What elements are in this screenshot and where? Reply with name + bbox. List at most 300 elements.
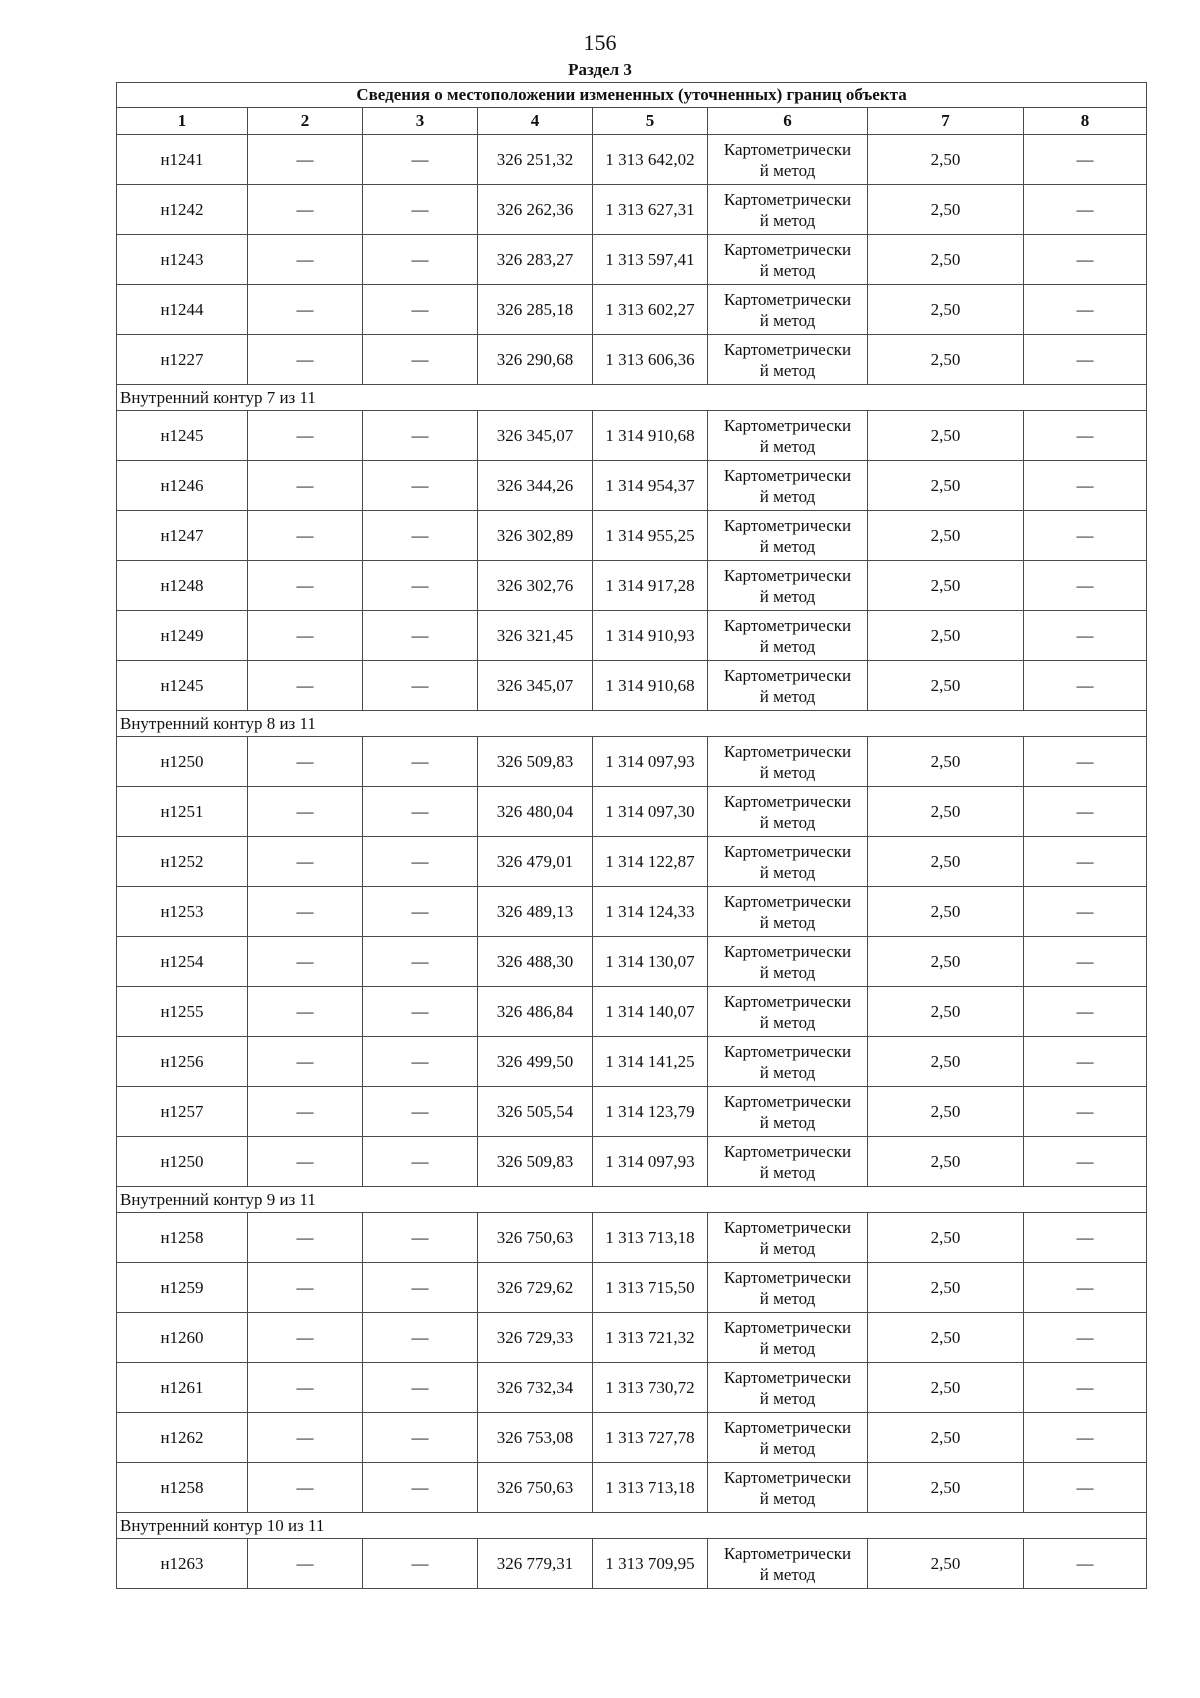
method-cell [708, 285, 868, 335]
accuracy-cell: 2,50 [868, 1313, 1024, 1363]
col8-cell: — [1024, 987, 1147, 1037]
col3-cell: — [363, 285, 478, 335]
method-line-2: й метод [759, 360, 816, 380]
col3-cell: — [363, 135, 478, 185]
accuracy-cell: 2,50 [868, 787, 1024, 837]
col2-cell: — [248, 235, 363, 285]
method-line-2: й метод [759, 862, 816, 882]
y-coordinate-cell: 1 314 124,33 [593, 887, 708, 937]
table-row [117, 1539, 1147, 1589]
y-coordinate-cell: 1 314 122,87 [593, 837, 708, 887]
col8-cell: — [1024, 661, 1147, 711]
table-row [117, 737, 1147, 787]
col8-cell: — [1024, 185, 1147, 235]
col2-cell: — [248, 987, 363, 1037]
method-cell [708, 1263, 868, 1313]
method-line-1: Картометрически [723, 1367, 852, 1387]
x-coordinate-cell: 326 285,18 [478, 285, 593, 335]
col8-cell: — [1024, 1539, 1147, 1589]
y-coordinate-cell: 1 314 140,07 [593, 987, 708, 1037]
x-coordinate-cell: 326 729,33 [478, 1313, 593, 1363]
method-line-1: Картометрически [723, 665, 852, 685]
method-cell [708, 1137, 868, 1187]
point-id-cell: н1254 [117, 937, 248, 987]
col2-cell: — [248, 511, 363, 561]
y-coordinate-cell: 1 314 917,28 [593, 561, 708, 611]
table-row [117, 285, 1147, 335]
x-coordinate-cell: 326 290,68 [478, 335, 593, 385]
col3-cell: — [363, 887, 478, 937]
method-line-1: Картометрически [723, 891, 852, 911]
col8-cell: — [1024, 1413, 1147, 1463]
accuracy-cell: 2,50 [868, 185, 1024, 235]
column-number-6: 6 [708, 108, 868, 135]
col2-cell: — [248, 411, 363, 461]
table-row [117, 235, 1147, 285]
col2-cell: — [248, 1313, 363, 1363]
col3-cell: — [363, 1137, 478, 1187]
method-cell [708, 235, 868, 285]
col2-cell: — [248, 1463, 363, 1513]
method-cell [708, 887, 868, 937]
accuracy-cell: 2,50 [868, 661, 1024, 711]
contour-header-row [117, 711, 1147, 737]
x-coordinate-cell: 326 321,45 [478, 611, 593, 661]
accuracy-cell: 2,50 [868, 561, 1024, 611]
point-id-cell: н1257 [117, 1087, 248, 1137]
page-number: 156 [583, 30, 617, 55]
col8-cell: — [1024, 461, 1147, 511]
method-line-1: Картометрически [723, 1417, 852, 1437]
contour-header-row [117, 385, 1147, 411]
method-cell [708, 411, 868, 461]
col3-cell: — [363, 1539, 478, 1589]
col8-cell: — [1024, 611, 1147, 661]
y-coordinate-cell: 1 314 097,93 [593, 737, 708, 787]
accuracy-cell: 2,50 [868, 887, 1024, 937]
column-number-4: 4 [478, 108, 593, 135]
y-coordinate-cell: 1 313 627,31 [593, 185, 708, 235]
accuracy-cell: 2,50 [868, 1213, 1024, 1263]
accuracy-cell: 2,50 [868, 285, 1024, 335]
accuracy-cell: 2,50 [868, 937, 1024, 987]
accuracy-cell: 2,50 [868, 411, 1024, 461]
col3-cell: — [363, 1037, 478, 1087]
method-line-1: Картометрически [723, 1041, 852, 1061]
method-cell [708, 1363, 868, 1413]
col3-cell: — [363, 787, 478, 837]
y-coordinate-cell: 1 313 709,95 [593, 1539, 708, 1589]
y-coordinate-cell: 1 314 130,07 [593, 937, 708, 987]
col8-cell: — [1024, 737, 1147, 787]
col8-cell: — [1024, 335, 1147, 385]
y-coordinate-cell: 1 313 713,18 [593, 1213, 708, 1263]
x-coordinate-cell: 326 344,26 [478, 461, 593, 511]
table-row [117, 1213, 1147, 1263]
accuracy-cell: 2,50 [868, 837, 1024, 887]
method-cell [708, 737, 868, 787]
col3-cell: — [363, 1463, 478, 1513]
method-cell [708, 837, 868, 887]
point-id-cell: н1244 [117, 285, 248, 335]
table-row [117, 461, 1147, 511]
table-row [117, 1263, 1147, 1313]
col3-cell: — [363, 987, 478, 1037]
method-line-1: Картометрически [723, 941, 852, 961]
method-cell [708, 1213, 868, 1263]
method-line-1: Картометрически [723, 1141, 852, 1161]
point-id-cell: н1260 [117, 1313, 248, 1363]
x-coordinate-cell: 326 480,04 [478, 787, 593, 837]
y-coordinate-cell: 1 313 597,41 [593, 235, 708, 285]
col3-cell: — [363, 661, 478, 711]
col8-cell: — [1024, 411, 1147, 461]
accuracy-cell: 2,50 [868, 1137, 1024, 1187]
method-line-2: й метод [759, 160, 816, 180]
table-row [117, 1463, 1147, 1513]
col2-cell: — [248, 1363, 363, 1413]
table-row [117, 837, 1147, 887]
col8-cell: — [1024, 787, 1147, 837]
col8-cell: — [1024, 1463, 1147, 1513]
method-cell [708, 135, 868, 185]
method-line-2: й метод [759, 260, 816, 280]
point-id-cell: н1256 [117, 1037, 248, 1087]
accuracy-cell: 2,50 [868, 135, 1024, 185]
method-line-2: й метод [759, 1488, 816, 1508]
col3-cell: — [363, 235, 478, 285]
table-row [117, 611, 1147, 661]
method-line-1: Картометрически [723, 515, 852, 535]
column-number-row [117, 108, 1147, 135]
x-coordinate-cell: 326 302,76 [478, 561, 593, 611]
method-cell [708, 1087, 868, 1137]
col2-cell: — [248, 937, 363, 987]
method-line-1: Картометрически [723, 991, 852, 1011]
method-cell [708, 335, 868, 385]
method-line-2: й метод [759, 210, 816, 230]
point-id-cell: н1246 [117, 461, 248, 511]
y-coordinate-cell: 1 314 123,79 [593, 1087, 708, 1137]
method-line-1: Картометрически [723, 339, 852, 359]
col3-cell: — [363, 937, 478, 987]
y-coordinate-cell: 1 313 602,27 [593, 285, 708, 335]
y-coordinate-cell: 1 313 730,72 [593, 1363, 708, 1413]
method-line-2: й метод [759, 1012, 816, 1032]
col8-cell: — [1024, 1137, 1147, 1187]
method-line-2: й метод [759, 1564, 816, 1584]
method-cell [708, 661, 868, 711]
method-line-2: й метод [759, 912, 816, 932]
y-coordinate-cell: 1 314 141,25 [593, 1037, 708, 1087]
method-line-2: й метод [759, 586, 816, 606]
accuracy-cell: 2,50 [868, 511, 1024, 561]
point-id-cell: н1245 [117, 661, 248, 711]
col8-cell: — [1024, 1313, 1147, 1363]
method-line-1: Картометрически [723, 239, 852, 259]
col2-cell: — [248, 887, 363, 937]
table-row [117, 1363, 1147, 1413]
method-line-1: Картометрически [723, 565, 852, 585]
col3-cell: — [363, 335, 478, 385]
method-cell [708, 1539, 868, 1589]
col2-cell: — [248, 737, 363, 787]
table-row [117, 1087, 1147, 1137]
accuracy-cell: 2,50 [868, 1363, 1024, 1413]
y-coordinate-cell: 1 313 715,50 [593, 1263, 708, 1313]
table-row [117, 135, 1147, 185]
col2-cell: — [248, 561, 363, 611]
col8-cell: — [1024, 511, 1147, 561]
y-coordinate-cell: 1 313 721,32 [593, 1313, 708, 1363]
method-cell [708, 461, 868, 511]
x-coordinate-cell: 326 345,07 [478, 411, 593, 461]
y-coordinate-cell: 1 314 955,25 [593, 511, 708, 561]
accuracy-cell: 2,50 [868, 235, 1024, 285]
point-id-cell: н1242 [117, 185, 248, 235]
table-row [117, 1313, 1147, 1363]
method-line-2: й метод [759, 1112, 816, 1132]
coordinates-table [116, 82, 1147, 1589]
point-id-cell: н1258 [117, 1463, 248, 1513]
col3-cell: — [363, 737, 478, 787]
x-coordinate-cell: 326 779,31 [478, 1539, 593, 1589]
x-coordinate-cell: 326 262,36 [478, 185, 593, 235]
table-row [117, 887, 1147, 937]
x-coordinate-cell: 326 750,63 [478, 1463, 593, 1513]
col2-cell: — [248, 1263, 363, 1313]
accuracy-cell: 2,50 [868, 1463, 1024, 1513]
contour-label: Внутренний контур 8 из 11 [117, 711, 1147, 737]
column-number-5: 5 [593, 108, 708, 135]
method-cell [708, 1313, 868, 1363]
method-line-2: й метод [759, 1438, 816, 1458]
table-body [117, 135, 1147, 1589]
y-coordinate-cell: 1 314 910,93 [593, 611, 708, 661]
column-number-7: 7 [868, 108, 1024, 135]
col8-cell: — [1024, 1037, 1147, 1087]
x-coordinate-cell: 326 488,30 [478, 937, 593, 987]
col8-cell: — [1024, 1263, 1147, 1313]
method-line-2: й метод [759, 486, 816, 506]
col3-cell: — [363, 1313, 478, 1363]
col2-cell: — [248, 787, 363, 837]
method-line-2: й метод [759, 812, 816, 832]
method-line-1: Картометрически [723, 741, 852, 761]
accuracy-cell: 2,50 [868, 987, 1024, 1037]
accuracy-cell: 2,50 [868, 611, 1024, 661]
x-coordinate-cell: 326 345,07 [478, 661, 593, 711]
method-cell [708, 1463, 868, 1513]
x-coordinate-cell: 326 486,84 [478, 987, 593, 1037]
method-cell [708, 1037, 868, 1087]
x-coordinate-cell: 326 505,54 [478, 1087, 593, 1137]
x-coordinate-cell: 326 753,08 [478, 1413, 593, 1463]
col2-cell: — [248, 837, 363, 887]
x-coordinate-cell: 326 302,89 [478, 511, 593, 561]
col2-cell: — [248, 1037, 363, 1087]
contour-label: Внутренний контур 9 из 11 [117, 1187, 1147, 1213]
x-coordinate-cell: 326 479,01 [478, 837, 593, 887]
method-cell [708, 185, 868, 235]
method-cell [708, 937, 868, 987]
table-row [117, 987, 1147, 1037]
accuracy-cell: 2,50 [868, 737, 1024, 787]
method-cell [708, 1413, 868, 1463]
method-line-1: Картометрически [723, 289, 852, 309]
column-number-3: 3 [363, 108, 478, 135]
col3-cell: — [363, 611, 478, 661]
method-line-2: й метод [759, 1238, 816, 1258]
method-line-1: Картометрически [723, 1317, 852, 1337]
col2-cell: — [248, 135, 363, 185]
col3-cell: — [363, 1087, 478, 1137]
method-line-1: Картометрически [723, 1467, 852, 1487]
column-number-8: 8 [1024, 108, 1147, 135]
method-line-1: Картометрически [723, 1543, 852, 1563]
point-id-cell: н1258 [117, 1213, 248, 1263]
method-line-2: й метод [759, 1288, 816, 1308]
table-caption: Сведения о местоположении измененных (уточненных) границ объекта [117, 83, 1147, 108]
method-line-2: й метод [759, 1338, 816, 1358]
point-id-cell: н1253 [117, 887, 248, 937]
section-title: Раздел 3 [568, 60, 632, 79]
col3-cell: — [363, 1213, 478, 1263]
method-line-2: й метод [759, 636, 816, 656]
method-cell [708, 787, 868, 837]
method-line-1: Картометрически [723, 465, 852, 485]
col2-cell: — [248, 1087, 363, 1137]
accuracy-cell: 2,50 [868, 335, 1024, 385]
col8-cell: — [1024, 1087, 1147, 1137]
col3-cell: — [363, 837, 478, 887]
table-row [117, 411, 1147, 461]
col8-cell: — [1024, 1363, 1147, 1413]
col8-cell: — [1024, 285, 1147, 335]
col2-cell: — [248, 1213, 363, 1263]
x-coordinate-cell: 326 509,83 [478, 737, 593, 787]
table-row [117, 1137, 1147, 1187]
table-row [117, 787, 1147, 837]
y-coordinate-cell: 1 313 606,36 [593, 335, 708, 385]
method-line-2: й метод [759, 1162, 816, 1182]
table-row [117, 185, 1147, 235]
x-coordinate-cell: 326 750,63 [478, 1213, 593, 1263]
x-coordinate-cell: 326 732,34 [478, 1363, 593, 1413]
col2-cell: — [248, 185, 363, 235]
col3-cell: — [363, 561, 478, 611]
x-coordinate-cell: 326 729,62 [478, 1263, 593, 1313]
contour-header-row [117, 1513, 1147, 1539]
method-line-1: Картометрически [723, 841, 852, 861]
point-id-cell: н1227 [117, 335, 248, 385]
method-cell [708, 611, 868, 661]
point-id-cell: н1241 [117, 135, 248, 185]
table-row [117, 335, 1147, 385]
method-line-1: Картометрически [723, 1217, 852, 1237]
point-id-cell: н1251 [117, 787, 248, 837]
x-coordinate-cell: 326 509,83 [478, 1137, 593, 1187]
method-line-2: й метод [759, 1062, 816, 1082]
x-coordinate-cell: 326 251,32 [478, 135, 593, 185]
col8-cell: — [1024, 887, 1147, 937]
col8-cell: — [1024, 1213, 1147, 1263]
table-row [117, 561, 1147, 611]
method-line-1: Картометрически [723, 139, 852, 159]
method-line-1: Картометрически [723, 415, 852, 435]
col2-cell: — [248, 335, 363, 385]
contour-label: Внутренний контур 7 из 11 [117, 385, 1147, 411]
accuracy-cell: 2,50 [868, 1413, 1024, 1463]
y-coordinate-cell: 1 314 954,37 [593, 461, 708, 511]
point-id-cell: н1243 [117, 235, 248, 285]
point-id-cell: н1263 [117, 1539, 248, 1589]
method-cell [708, 987, 868, 1037]
contour-label: Внутренний контур 10 из 11 [117, 1513, 1147, 1539]
col8-cell: — [1024, 135, 1147, 185]
col3-cell: — [363, 511, 478, 561]
method-line-1: Картометрически [723, 791, 852, 811]
col3-cell: — [363, 1413, 478, 1463]
table-row [117, 511, 1147, 561]
col2-cell: — [248, 461, 363, 511]
point-id-cell: н1250 [117, 737, 248, 787]
method-line-1: Картометрически [723, 1267, 852, 1287]
col8-cell: — [1024, 561, 1147, 611]
col3-cell: — [363, 1363, 478, 1413]
point-id-cell: н1248 [117, 561, 248, 611]
col2-cell: — [248, 285, 363, 335]
method-line-2: й метод [759, 1388, 816, 1408]
method-line-2: й метод [759, 962, 816, 982]
col2-cell: — [248, 611, 363, 661]
point-id-cell: н1261 [117, 1363, 248, 1413]
method-line-2: й метод [759, 686, 816, 706]
x-coordinate-cell: 326 499,50 [478, 1037, 593, 1087]
accuracy-cell: 2,50 [868, 1539, 1024, 1589]
table-row [117, 937, 1147, 987]
col8-cell: — [1024, 235, 1147, 285]
point-id-cell: н1259 [117, 1263, 248, 1313]
col3-cell: — [363, 1263, 478, 1313]
point-id-cell: н1247 [117, 511, 248, 561]
accuracy-cell: 2,50 [868, 1087, 1024, 1137]
x-coordinate-cell: 326 283,27 [478, 235, 593, 285]
point-id-cell: н1252 [117, 837, 248, 887]
method-line-2: й метод [759, 310, 816, 330]
table-row [117, 1037, 1147, 1087]
column-number-1: 1 [117, 108, 248, 135]
point-id-cell: н1255 [117, 987, 248, 1037]
table-row [117, 1413, 1147, 1463]
col3-cell: — [363, 461, 478, 511]
point-id-cell: н1249 [117, 611, 248, 661]
col3-cell: — [363, 185, 478, 235]
col2-cell: — [248, 1137, 363, 1187]
y-coordinate-cell: 1 313 642,02 [593, 135, 708, 185]
y-coordinate-cell: 1 314 097,30 [593, 787, 708, 837]
accuracy-cell: 2,50 [868, 1037, 1024, 1087]
point-id-cell: н1245 [117, 411, 248, 461]
method-line-1: Картометрически [723, 189, 852, 209]
col2-cell: — [248, 1539, 363, 1589]
method-line-2: й метод [759, 436, 816, 456]
y-coordinate-cell: 1 313 727,78 [593, 1413, 708, 1463]
x-coordinate-cell: 326 489,13 [478, 887, 593, 937]
point-id-cell: н1250 [117, 1137, 248, 1187]
point-id-cell: н1262 [117, 1413, 248, 1463]
y-coordinate-cell: 1 313 713,18 [593, 1463, 708, 1513]
